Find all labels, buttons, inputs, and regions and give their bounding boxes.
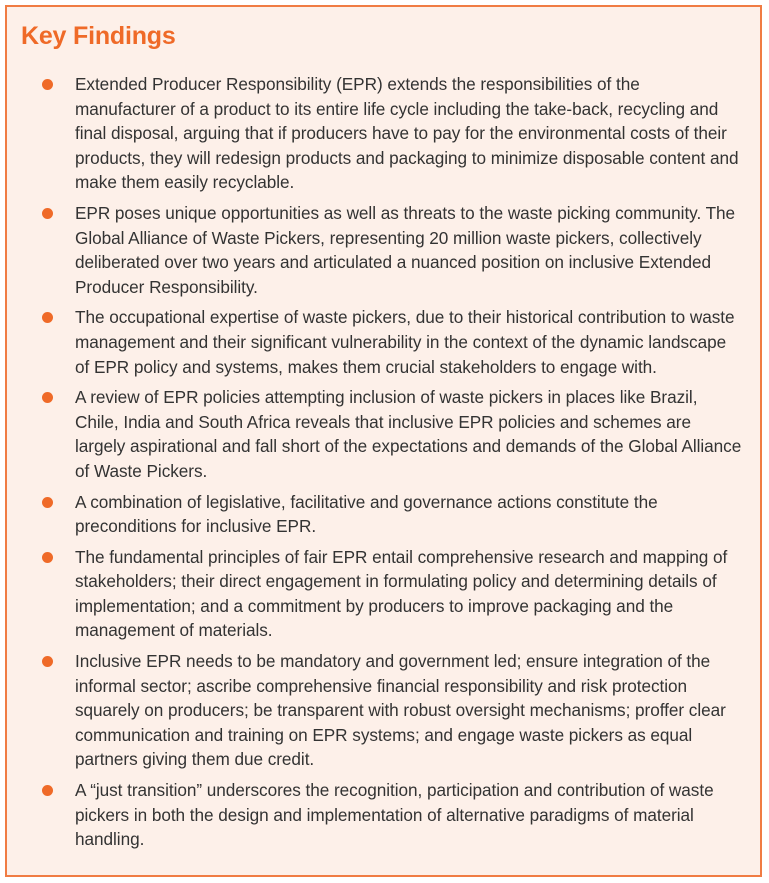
key-findings-panel — [5, 5, 762, 877]
bullet-icon — [42, 552, 53, 563]
finding-item — [21, 385, 742, 483]
finding-text: Extended Producer Responsibility (EPR) extends the responsibilities of the manufacturer of a product to its entire life cycle including the take-back, recycling and final disposal, arguing that if producers have to pay for the environmental costs of their products, they will redesign products and packaging to minimize disposable content and make them easily recyclable. — [75, 74, 739, 193]
finding-item — [21, 490, 742, 539]
finding-item — [21, 201, 742, 299]
bullet-icon — [42, 656, 53, 667]
finding-text: A “just transition” underscores the recognition, participation and contribution of waste pickers in both the design and implementation of alternative paradigms of material handling. — [75, 780, 714, 850]
finding-item — [21, 649, 742, 772]
finding-item — [21, 545, 742, 643]
finding-text: Inclusive EPR needs to be mandatory and government led; ensure integration of the informal sector; ascribe comprehensive financial responsibility and risk protection squarely on producers; be transparent with robust oversight mechanisms; proffer clear communication and training on EPR systems; and engage waste pickers as equal partners giving them due credit. — [75, 651, 726, 770]
finding-text: The fundamental principles of fair EPR entail comprehensive research and mapping of stakeholders; their direct engagement in formulating policy and determining details of implementation; and a commitment by producers to improve packaging and the management of materials. — [75, 546, 728, 641]
finding-item — [21, 72, 742, 195]
bullet-icon — [42, 392, 53, 403]
bullet-icon — [42, 497, 53, 508]
bullet-icon — [42, 79, 53, 90]
finding-text: A combination of legislative, facilitative and governance actions constitute the preconditions for inclusive EPR. — [75, 491, 658, 537]
panel-title: Key Findings — [21, 22, 176, 50]
bullet-icon — [42, 312, 53, 323]
finding-text: EPR poses unique opportunities as well as threats to the waste picking community. The Global Alliance of Waste Pickers, representing 20 million waste pickers, collectively deliberated over two years and articulated a nuanced position on inclusive Extended Producer Responsibility. — [75, 202, 736, 297]
bullet-icon — [42, 208, 53, 219]
bullet-icon — [42, 785, 53, 796]
finding-item — [21, 305, 742, 379]
finding-item — [21, 778, 742, 852]
finding-text: A review of EPR policies attempting inclusion of waste pickers in places like Brazil, Chile, India and South Africa reveals that inclusive EPR policies and schemes are largely aspirational and fall short of the expectations and demands of the Global Alliance of Waste Pickers. — [75, 387, 742, 481]
findings-list — [21, 72, 742, 852]
finding-text: The occupational expertise of waste pickers, due to their historical contribution to waste management and their significant vulnerability in the context of the dynamic landscape of EPR policy and systems, makes them crucial stakeholders to engage with. — [75, 307, 735, 377]
